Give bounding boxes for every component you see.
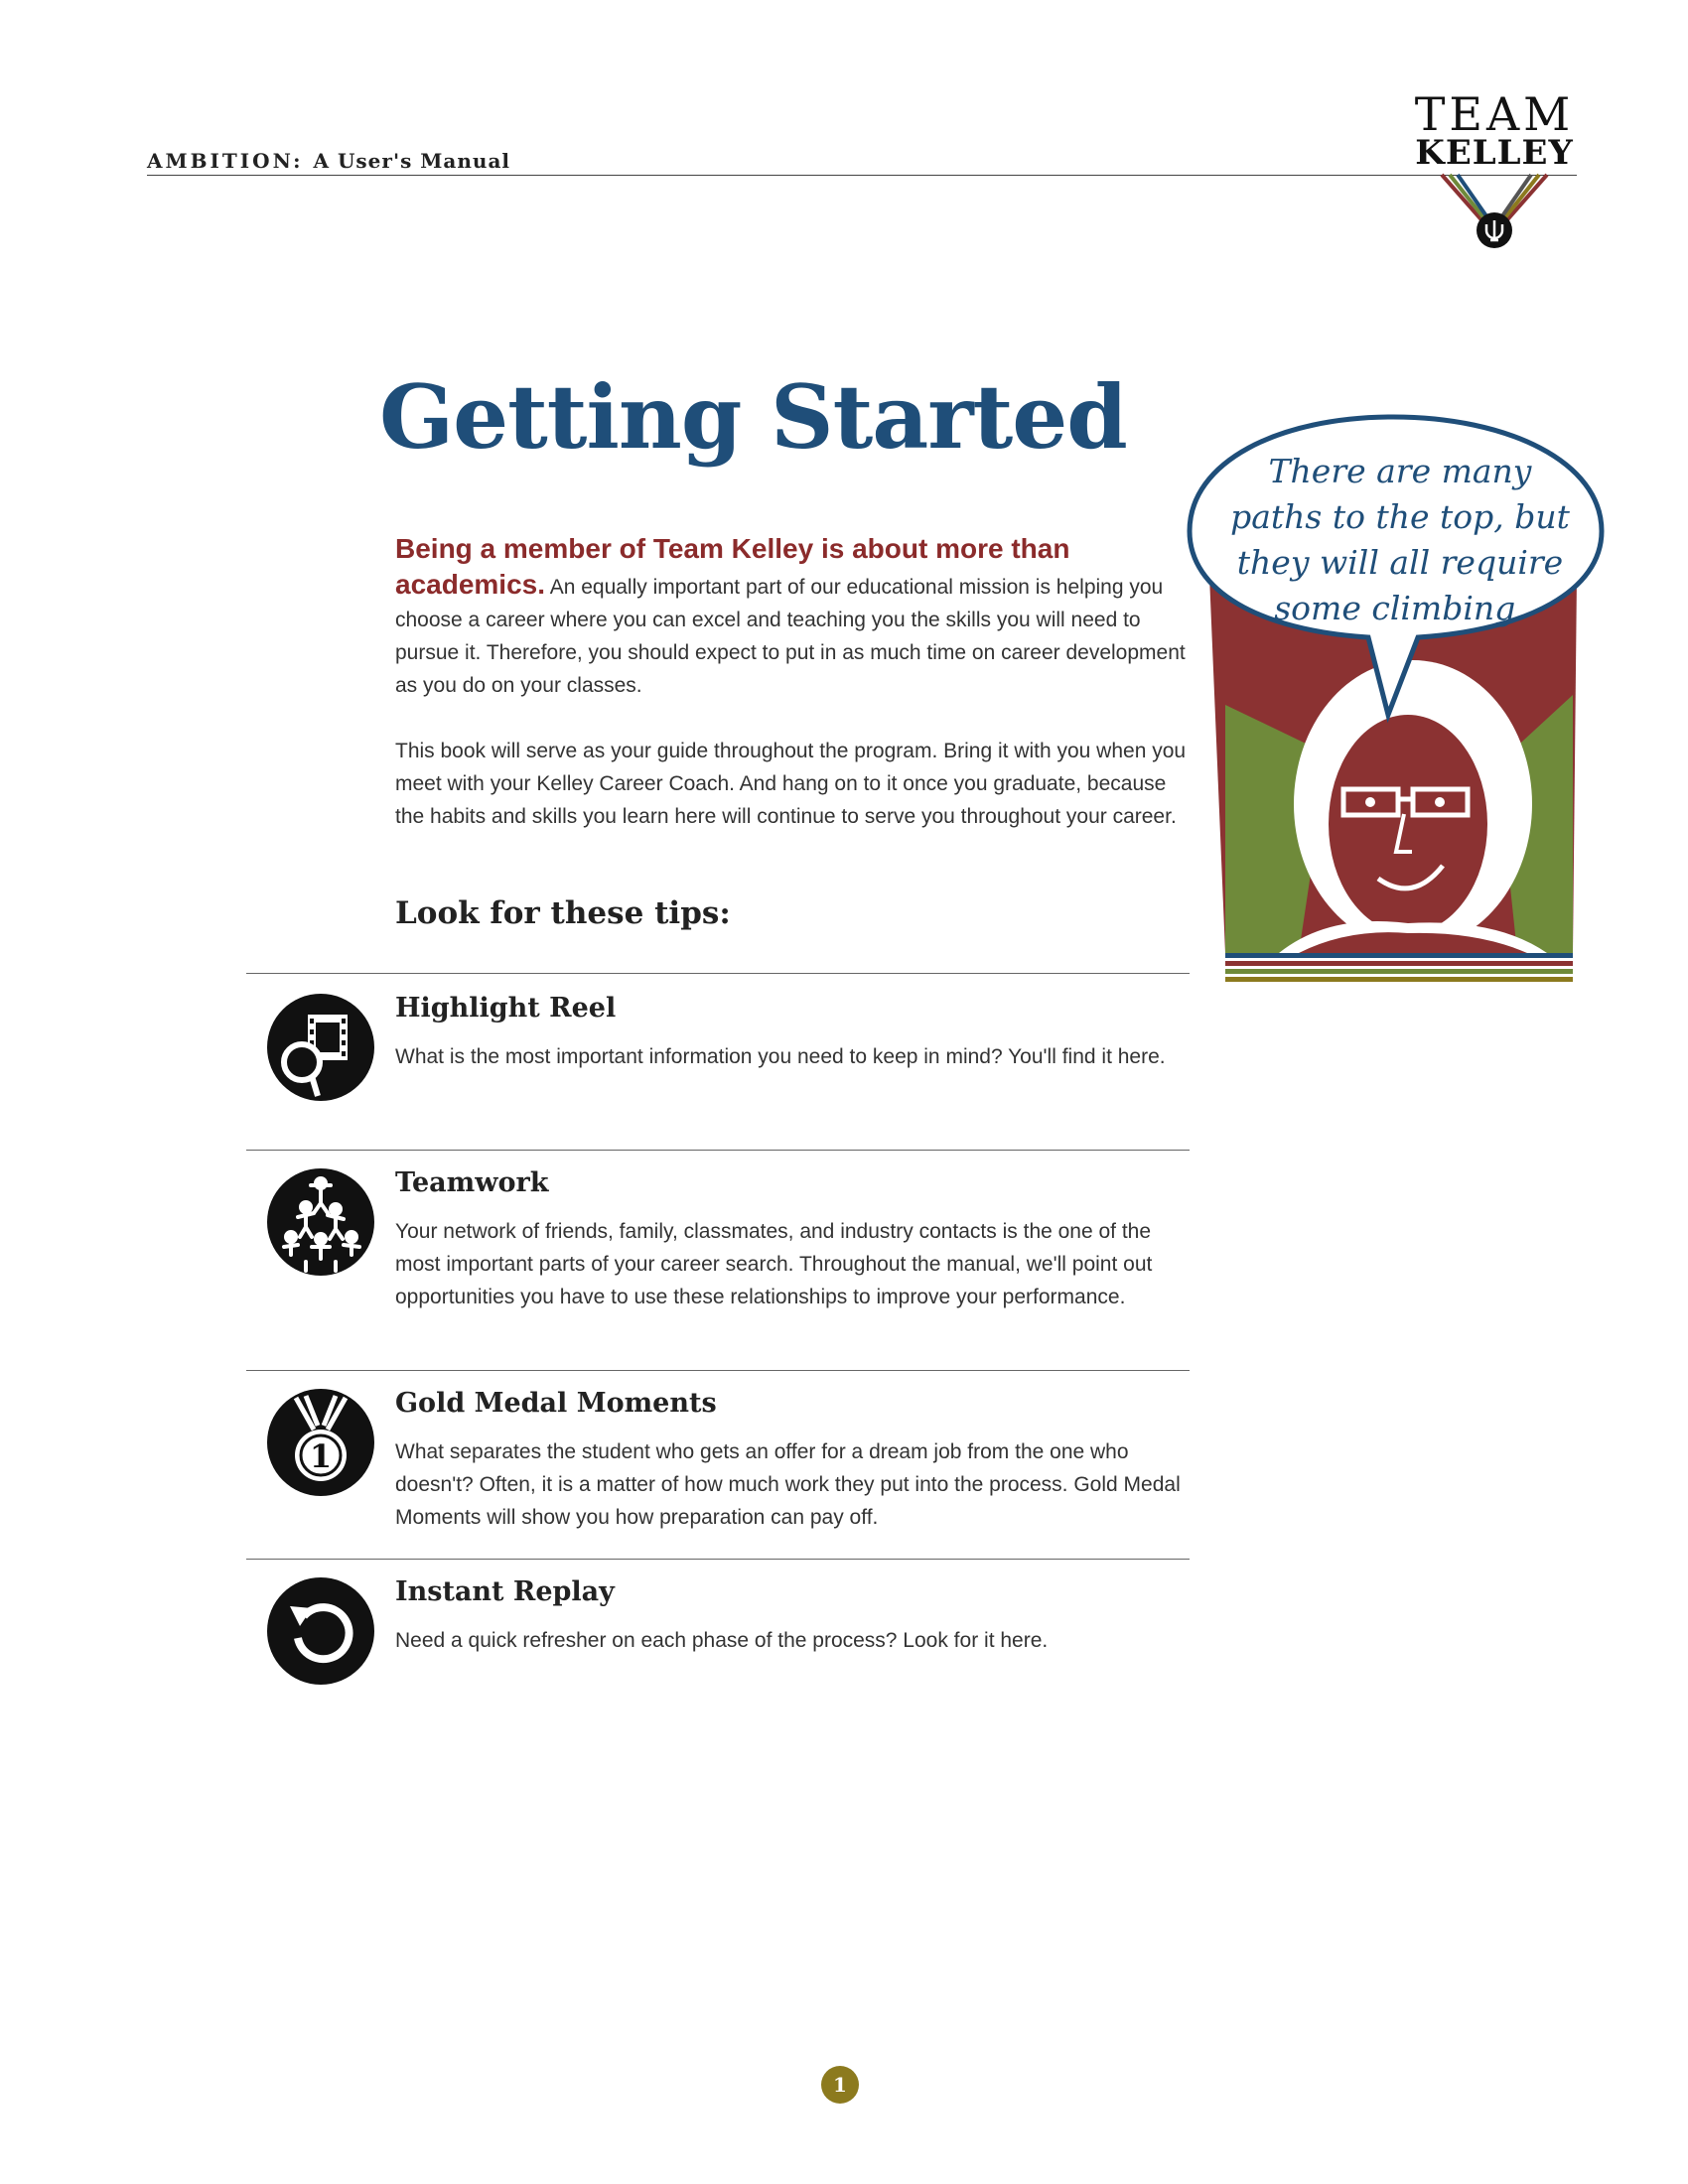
header-title: AMBITION: [147, 149, 304, 173]
tip-title: Instant Replay [395, 1576, 615, 1607]
divider [246, 973, 1190, 974]
intro-lead: Being a member of Team Kelley is about more than academics. [395, 533, 1070, 600]
running-header [147, 149, 510, 173]
tip-title: Gold Medal Moments [395, 1388, 717, 1419]
replay-arrow-icon [266, 1576, 375, 1686]
iu-trident-medal-icon [1440, 173, 1549, 250]
quote-line: paths to the top, but [1230, 497, 1570, 536]
climbing-people-icon [266, 1167, 375, 1277]
film-magnifier-icon [266, 993, 375, 1102]
intro-paragraph-2: This book will serve as your guide throughout the program. Bring it with you when you meet with your Kelley Career Coach. And hang on to it once you graduate, because the habits and skills you learn here will continue to serve you throughout your career. [395, 740, 1187, 828]
tip-body: What separates the student who gets an offer for a dream job from the one who doesn't? Often, it is a matter of how much work they put into the process. Gold Medal Moments will show you how preparation can pay off. [395, 1440, 1181, 1529]
divider [246, 1150, 1190, 1151]
intro-body: An equally important part of our educational mission is helping you choose a career where you can excel and teaching you the skills you will need to pursue it. Therefore, you should expect to put in as much time on career development as you do on your classes. [395, 576, 1186, 697]
logo-line-kelley: KELLEY [1415, 133, 1574, 173]
tip-body: Need a quick refresher on each phase of the process? Look for it here. [395, 1629, 1049, 1652]
page-number: 1 [821, 2066, 859, 2104]
quote-line: some climbing. [1274, 589, 1526, 627]
divider [246, 1559, 1190, 1560]
tip-title: Teamwork [395, 1167, 549, 1198]
header-subtitle: A User's Manual [313, 149, 511, 173]
quote-line: There are many [1268, 452, 1532, 490]
intro-paragraph-1 [395, 532, 1190, 702]
tip-body: Your network of friends, family, classmates, and industry contacts is the one of the most important parts of your career search. Throughout the manual, we'll point out opportunities you have to use these relationships to improve your performance. [395, 1220, 1153, 1308]
tips-heading: Look for these tips: [395, 895, 731, 931]
tip-title: Highlight Reel [395, 993, 617, 1024]
page-title: Getting Started [379, 365, 1127, 469]
intro-text [395, 532, 1190, 866]
speech-bubble-quote [1192, 449, 1609, 631]
tip-body: What is the most important information you need to keep in mind? You'll find it here. [395, 1045, 1166, 1068]
logo-line-team: TEAM [1414, 87, 1575, 141]
divider [246, 1370, 1190, 1371]
quote-line: they will all require [1236, 543, 1564, 582]
team-kelley-logo [1410, 87, 1589, 240]
medal-number-one-icon [266, 1388, 375, 1497]
header-rule [147, 175, 1577, 176]
medal-number: 1 [309, 1437, 333, 1475]
